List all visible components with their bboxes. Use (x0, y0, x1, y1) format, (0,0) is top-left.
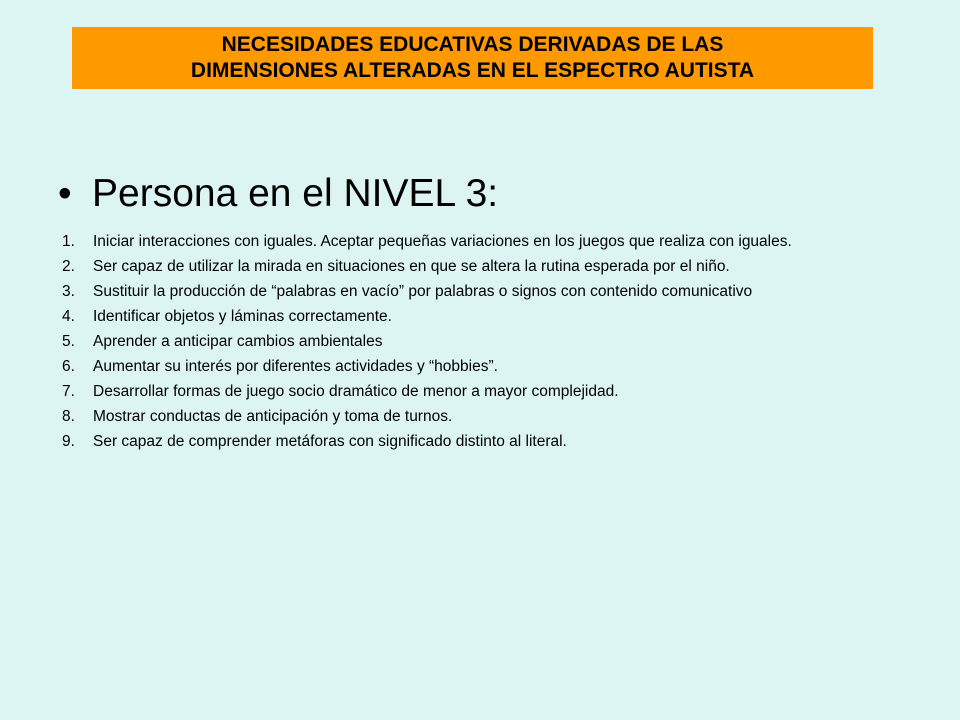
list-item-number: 8. (62, 408, 75, 425)
list-item-number: 9. (62, 433, 75, 450)
list-item-text: Identificar objetos y láminas correctamente. (93, 308, 392, 325)
list-item-number: 3. (62, 283, 75, 300)
title-line-1: NECESIDADES EDUCATIVAS DERIVADAS DE LAS (221, 33, 724, 56)
list-item-text: Ser capaz de utilizar la mirada en situaciones en que se altera la rutina esperada por el niño. (93, 258, 730, 275)
list-item-number: 1. (62, 233, 75, 250)
list-item (62, 332, 892, 352)
list-item-number: 5. (62, 333, 75, 350)
list-item-text: Iniciar interacciones con iguales. Aceptar pequeñas variaciones en los juegos que realiza con iguales. (93, 233, 792, 250)
heading-bullet: • (58, 172, 72, 215)
list-item-number: 7. (62, 383, 75, 400)
needs-list (62, 232, 892, 457)
list-item-number: 4. (62, 308, 75, 325)
list-item (62, 257, 892, 277)
title-line-2: DIMENSIONES ALTERADAS EN EL ESPECTRO AUTISTA (190, 59, 755, 82)
list-item-number: 6. (62, 358, 75, 375)
title-banner (72, 27, 873, 89)
list-item-number: 2. (62, 258, 75, 275)
list-item-text: Aprender a anticipar cambios ambientales (93, 333, 383, 350)
list-item-text: Ser capaz de comprender metáforas con significado distinto al literal. (93, 433, 567, 450)
list-item-text: Sustituir la producción de “palabras en vacío” por palabras o signos con contenido comunicativo (93, 283, 753, 300)
heading-text: Persona en el NIVEL 3: (92, 172, 499, 215)
list-item-text: Mostrar conductas de anticipación y toma de turnos. (93, 408, 453, 425)
list-item (62, 432, 892, 452)
list-item (62, 307, 892, 327)
list-item (62, 407, 892, 427)
list-item (62, 232, 892, 252)
list-item-text: Desarrollar formas de juego socio dramático de menor a mayor complejidad. (93, 383, 619, 400)
list-item (62, 382, 892, 402)
list-item-text: Aumentar su interés por diferentes actividades y “hobbies”. (93, 358, 498, 375)
list-item (62, 282, 892, 302)
section-heading (58, 170, 498, 218)
list-item (62, 357, 892, 377)
